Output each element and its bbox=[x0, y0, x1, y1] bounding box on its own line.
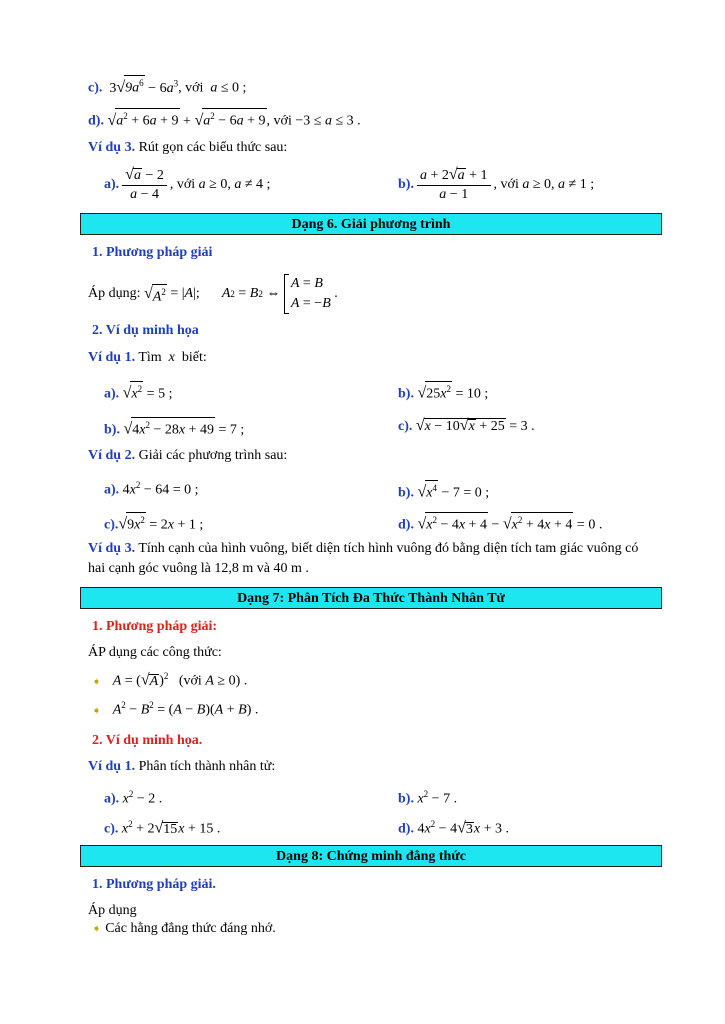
d7-c: c). $x^2 + 2√15x + 15$ . bbox=[104, 819, 221, 837]
dang6-h2: 2. Ví dụ minh họa bbox=[92, 323, 199, 338]
d6-vd2-a-label: a). bbox=[104, 482, 120, 498]
vd3-top-a-suffix: , với bbox=[169, 177, 196, 192]
dang7-banner: Dạng 7: Phân Tích Đa Thức Thành Nhân Tử bbox=[80, 587, 662, 609]
dang7-vd1-text: Phân tích thành nhân tử: bbox=[138, 759, 276, 774]
dang6-vd1-title: Ví dụ 1. bbox=[88, 350, 136, 365]
d6-vd1-d-label: c). bbox=[398, 419, 413, 434]
d7-c-label: c). bbox=[104, 821, 119, 837]
d6-vd1-b-label: b). bbox=[398, 386, 414, 402]
expr-c: $3√9a^6 - 6a^3$ bbox=[106, 81, 178, 96]
vd3-top-b: b). $\frac{a + 2√a + 1}{a - 1}$ , với a ≥ 0, a ≠ 1 ; bbox=[398, 166, 595, 202]
d6-vd1-a: a). $√x^2 = 5$ ; bbox=[104, 381, 172, 403]
dang7-formula2: ➧ $A^2 - B^2 = (A - B)(A + B)$ . bbox=[92, 700, 259, 718]
dang6-banner: Dạng 6. Giải phương trình bbox=[80, 213, 662, 235]
d6-vd1-c: b). $√4x^2 - 28x + 49 = 7$ ; bbox=[104, 417, 244, 439]
vd3-top-a: a). $\frac{√a - 2}{a - 4}$ , với a ≥ 0, a ≠ 4 ; bbox=[104, 166, 271, 202]
label-d: d). bbox=[88, 113, 104, 129]
d7-d: d). $4x^2 - 4√3x + 3$ . bbox=[398, 819, 509, 837]
d7-a: a). $x^2 - 2$ . bbox=[104, 789, 163, 807]
c-suffix: , với bbox=[178, 80, 204, 96]
dang8-banner: Dạng 8: Chứng minh đẳng thức bbox=[80, 845, 662, 867]
d-suffix: , với bbox=[266, 113, 292, 129]
vd3-top-a-label: a). bbox=[104, 177, 120, 192]
dang6-vd3-line1 bbox=[88, 541, 638, 557]
dang6-h1: 1. Phương pháp giải bbox=[92, 245, 213, 260]
dang8-apply: Áp dụng bbox=[88, 903, 137, 918]
vd3-top-b-suffix: , với bbox=[493, 177, 519, 192]
dang6-vd3-and: và bbox=[256, 561, 270, 576]
frac-b: $\frac{a + 2√a + 1}{a - 1}$ bbox=[417, 166, 491, 204]
d6-vd2-b: b). $√x^4 - 7 = 0$ ; bbox=[398, 480, 489, 502]
dang8-h1: 1. Phương pháp giải. bbox=[92, 877, 216, 892]
vd3-top-b-label: b). bbox=[398, 177, 414, 192]
dang6-vd2-heading bbox=[88, 448, 287, 464]
dang6-vd3-title: Ví dụ 3. bbox=[88, 541, 136, 556]
dang6-vd2-text: Giải các phương trình sau: bbox=[138, 448, 288, 463]
d7-b-label: b). bbox=[398, 791, 414, 807]
d6-vd2-b-label: b). bbox=[398, 485, 414, 501]
dang6-vd1-text2: biết: bbox=[181, 350, 207, 365]
d6-vd2-c-label: c). bbox=[104, 517, 119, 533]
d6-vd1-c-label: b). bbox=[104, 422, 120, 438]
d6-vd2-a: a). $4x^2 - 64 = 0$ ; bbox=[104, 480, 199, 498]
dang6-vd3-val1: 12,8 m bbox=[214, 561, 254, 576]
d6-vd2-c: $c).√9x^2 = 2x + 1$ ; bbox=[104, 512, 203, 534]
dang6-vd3-text1: Tính cạnh của hình vuông, biết diện tích hình vuông đó bằng diện tích tam giác vuông có bbox=[138, 541, 639, 556]
vd3-top-text: Rút gọn các biểu thức sau: bbox=[138, 140, 288, 155]
bullet-icon: ➧ bbox=[92, 704, 102, 717]
dang8-bullet-line bbox=[92, 921, 276, 937]
d7-b: b). $x^2 - 7$ . bbox=[398, 789, 458, 807]
vd3-top-heading bbox=[88, 140, 287, 156]
exercise-c-line: c). $3√9a^6 - 6a^3$, với a ≤ 0 ; bbox=[88, 75, 246, 97]
frac-a: $\frac{√a - 2}{a - 4}$ bbox=[122, 166, 167, 204]
dang6-vd3-val2: 40 m bbox=[273, 561, 302, 576]
dang6-apply-line: Áp dụng: √ $A^2$ = | A |; A 2 = B 2 ⇔ A = B A = −B . bbox=[88, 274, 338, 314]
vd3-top-title: Ví dụ 3. bbox=[88, 140, 136, 155]
d6-vd1-d: c). √x − 10√x + 25 = 3 . bbox=[398, 417, 535, 434]
d7-d-label: d). bbox=[398, 821, 414, 837]
dang7-apply: ÁP dụng các công thức: bbox=[88, 645, 222, 660]
dang7-h2: 2. Ví dụ minh họa. bbox=[92, 733, 203, 748]
dang6-apply: Áp dụng: bbox=[88, 286, 141, 301]
dang6-vd1-heading: Ví dụ 1. Tìm x biết: bbox=[88, 350, 207, 365]
dang6-vd2-title: Ví dụ 2. bbox=[88, 448, 136, 463]
dang7-vd1-heading bbox=[88, 759, 275, 775]
d7-a-label: a). bbox=[104, 791, 120, 807]
f1-cond: (với bbox=[178, 673, 202, 689]
cond-c: a bbox=[206, 80, 218, 96]
dang7-h1: 1. Phương pháp giải: bbox=[92, 619, 218, 634]
dang6-vd3-text2: hai cạnh góc vuông là bbox=[88, 561, 211, 576]
dang7-formula1: ➧ $A = (√A)^2$ (với A ≥ 0) . bbox=[92, 671, 248, 689]
d6-vd1-a-label: a). bbox=[104, 386, 120, 402]
dang7-vd1-title: Ví dụ 1. bbox=[88, 759, 136, 774]
dang8-bullet-text: Các hằng đẳng thức đáng nhớ. bbox=[105, 921, 276, 936]
dang6-vd3-line2: hai cạnh góc vuông là 12,8 m và 40 m . bbox=[88, 561, 309, 576]
system-bracket: A = B A = −B bbox=[284, 274, 331, 314]
d6-vd2-d: d). $√x^2 - 4x + 4 - √x^2 + 4x + 4 = 0$ . bbox=[398, 512, 602, 534]
bullet-icon: ➧ bbox=[92, 923, 102, 935]
d6-vd2-d-label: d). bbox=[398, 517, 414, 533]
label-c: c). bbox=[88, 80, 103, 96]
dang6-vd1-text: Tìm bbox=[138, 350, 162, 365]
d6-vd1-b: b). $√25x^2 = 10$ ; bbox=[398, 381, 488, 403]
exercise-d-line: d). $√a^2 + 6a + 9 + √a^2 - 6a + 9$, với −3 ≤ a ≤ 3 . bbox=[88, 108, 361, 130]
bullet-icon: ➧ bbox=[92, 675, 102, 688]
expr-d: $√a^2 + 6a + 9 + √a^2 - 6a + 9$ bbox=[107, 114, 266, 129]
